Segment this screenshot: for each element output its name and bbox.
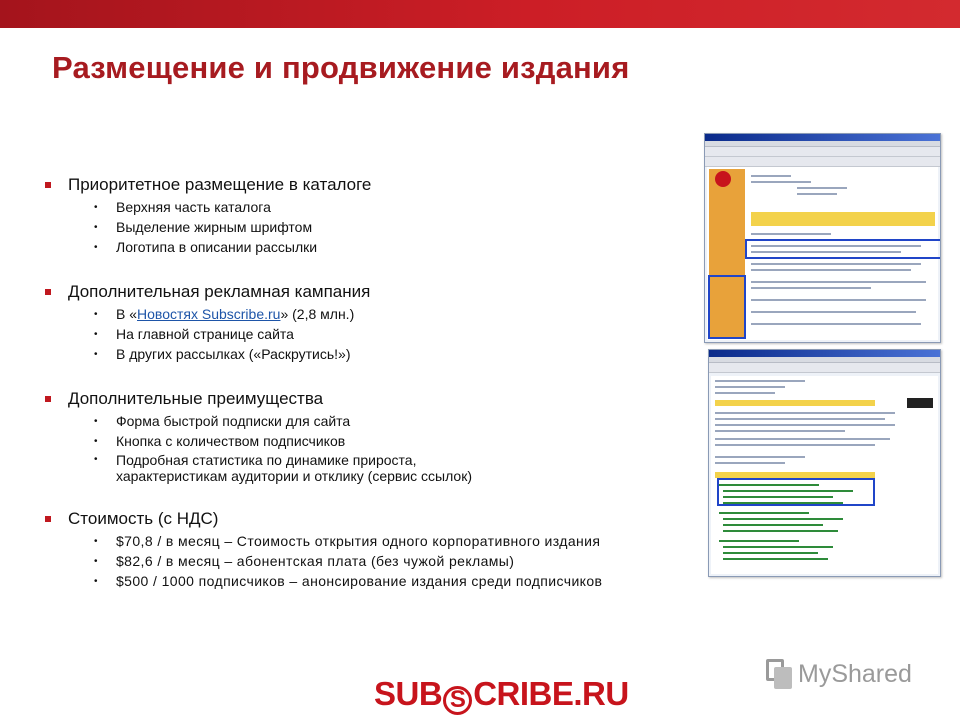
list-item: • $500 / 1000 подписчиков – анонсирование издания среди подписчиков xyxy=(40,572,700,591)
item-line: • Подробная статистика по динамике прироста, xyxy=(116,452,417,468)
section-heading: Приоритетное размещение в каталоге xyxy=(40,174,700,196)
message-page xyxy=(711,376,938,574)
catalog-tabs xyxy=(751,212,935,226)
bullet-list xyxy=(40,198,700,257)
item-prefix: В « xyxy=(116,306,138,322)
section-catalog xyxy=(40,174,700,257)
list-item: • В других рассылках («Раскрутись!») xyxy=(40,345,700,364)
top-banner xyxy=(0,0,960,28)
list-item: • Верхняя часть каталога xyxy=(40,198,700,217)
subscribe-logo xyxy=(374,675,629,715)
catalog-screenshot xyxy=(704,133,941,343)
window-addressbar xyxy=(705,157,940,167)
item-line: характеристикам аудитории и отклику (сервис ссылок) xyxy=(116,468,472,484)
watermark-text: MyShared xyxy=(798,659,912,688)
list-item: • Форма быстрой подписки для сайта xyxy=(40,412,700,431)
window-titlebar xyxy=(705,134,940,141)
section-heading: Стоимость (с НДС) xyxy=(40,508,700,530)
watermark-logo-icon xyxy=(766,659,792,689)
site-logo-icon xyxy=(715,171,731,187)
bullet-list xyxy=(40,532,700,591)
logo-mark-icon: S xyxy=(443,686,472,715)
slide-content xyxy=(40,174,700,615)
bullet-list xyxy=(40,305,700,364)
catalog-highlight xyxy=(745,239,941,259)
list-item: • $70,8 / в месяц – Стоимость открытия одного корпоративного издания xyxy=(40,532,700,551)
list-item: • Логотипа в описании рассылки xyxy=(40,238,700,257)
newsletter-screenshot xyxy=(708,349,941,577)
bullet-list xyxy=(40,412,700,484)
section-heading: Дополнительные преимущества xyxy=(40,388,700,410)
logo-tld: RU xyxy=(582,675,629,712)
item-suffix: » (2,8 млн.) xyxy=(280,306,355,322)
logo-text-left: SUB xyxy=(374,675,443,712)
ad-banner xyxy=(907,398,933,408)
message-header-strip xyxy=(715,400,875,406)
section-ad-campaign xyxy=(40,281,700,364)
section-advantages xyxy=(40,388,700,484)
logo-text-right: CRIBE xyxy=(473,675,574,712)
list-item: • Кнопка с количеством подписчиков xyxy=(40,432,700,451)
news-highlight xyxy=(717,478,875,506)
list-item xyxy=(40,305,700,324)
section-cost xyxy=(40,508,700,591)
section-heading: Дополнительная рекламная кампания xyxy=(40,281,700,303)
list-item: • $82,6 / в месяц – абонентская плата (без чужой рекламы) xyxy=(40,552,700,571)
catalog-page xyxy=(707,167,938,340)
slide-title: Размещение и продвижение издания xyxy=(52,50,630,85)
logo-dot: . xyxy=(573,675,583,712)
news-link[interactable]: Новостях Subscribe.ru xyxy=(137,306,281,322)
window-titlebar xyxy=(709,350,940,357)
watermark xyxy=(766,657,912,691)
list-item xyxy=(40,452,700,484)
list-item: • Выделение жирным шрифтом xyxy=(40,218,700,237)
window-toolbar xyxy=(705,147,940,157)
logo-highlight xyxy=(708,275,746,339)
list-item: • На главной странице сайта xyxy=(40,325,700,344)
window-toolbar xyxy=(709,363,940,373)
